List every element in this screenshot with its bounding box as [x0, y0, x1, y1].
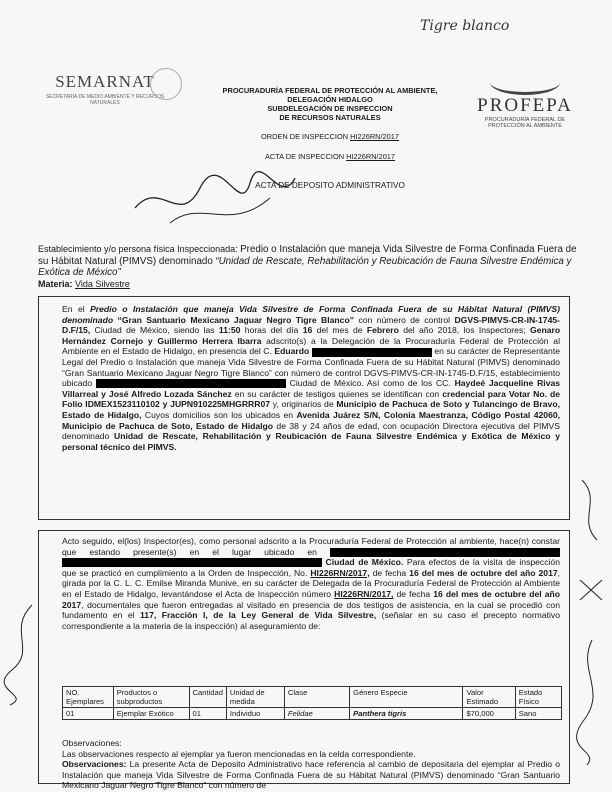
p1-d: con número de control	[358, 314, 451, 325]
redaction-bar	[96, 379, 286, 388]
table-header-cell: Cantidad	[189, 687, 226, 708]
orden-inspeccion	[200, 132, 460, 141]
p1-t: credencial para Votar No. de Folio IDMEX1523110102 y JUPN910225MHGRRR07	[62, 388, 561, 410]
orden-label: ORDEN DE INSPECCION	[260, 132, 349, 141]
semarnat-logo-text: SEMARNAT	[55, 72, 155, 91]
p1-g: 11:50	[218, 325, 241, 336]
p2-h: HI226RN/2017,	[334, 588, 394, 599]
paragraph-1	[62, 304, 560, 452]
p1-o: Eduardo	[274, 346, 310, 357]
p1-x: Avenida Juárez S/N, Colonia Maestranza, Código Postal 42060, Municipio de Pachuca de Soto, Estado de Hidalgo	[62, 409, 561, 431]
paragraph-2	[62, 536, 560, 631]
p1-q: Ciudad de México. Así como de los CC.	[289, 378, 451, 389]
table-cell: Felidae	[284, 708, 349, 720]
observaciones-block	[62, 738, 560, 791]
table-cell: Individuo	[226, 708, 284, 720]
inventory-table	[62, 686, 562, 720]
table-header-row	[63, 687, 562, 708]
p2-e: de fecha	[372, 567, 407, 578]
profepa-sub-2: PROTECCIÓN AL AMBIENTE	[488, 123, 562, 129]
header-line-2: DELEGACIÓN HIDALGO	[287, 95, 373, 104]
p2-b: Ciudad de México.	[325, 557, 404, 568]
p1-v: Municipio de Pachuca de Soto y Tulancingo de Bravo, Estado de Hidalgo,	[62, 399, 560, 420]
observaciones-line-1: Las observaciones respecto al ejemplar ya fueron mencionadas en la celda correspondiente.	[62, 748, 416, 759]
table-cell: 01	[63, 708, 114, 720]
mexico-seal-icon	[150, 68, 182, 100]
observaciones-label-2: Observaciones:	[62, 759, 127, 770]
table-header-cell: NO. Ejemplares	[63, 687, 114, 708]
table-header-cell: Clase	[284, 687, 349, 708]
table-cell: Sano	[515, 708, 561, 720]
p1-n: adscrito(s) a la Delegación de la Procuraduría Federal de Protección al Ambiente en el Estado de Hidalgo, en presencia del C.	[62, 335, 560, 357]
p1-s: en su carácter de testigos quienes se identifican con	[234, 388, 440, 399]
acta-insp-label: ACTA DE INSPECCION	[264, 152, 345, 161]
p1-u: y, originarios de	[272, 399, 334, 410]
materia-value: Vida Silvestre	[75, 278, 130, 289]
materia-label: Materia:	[38, 278, 73, 289]
p2-j: 16 del mes de octubre del año 2017	[62, 588, 561, 610]
table-row	[63, 708, 562, 720]
p1-r: Haydeé Jacqueline Rivas Villarreal y José Alfredo Lozada Sánchez	[62, 378, 561, 399]
p1-c: “Gran Santuario Mexicano Jaguar Negro Tigre Blanco”	[117, 314, 355, 325]
observaciones-label: Observaciones:	[62, 738, 122, 748]
handwritten-note: Tigre blanco	[420, 18, 510, 34]
acta-insp-value: HI226RN/2017	[346, 152, 396, 161]
header-line-1: PROCURADURÍA FEDERAL DE PROTECCIÓN AL AMBIENTE,	[222, 86, 438, 95]
p1-e: DGVS-PIMVS-CR-IN-1745-D.F/15,	[62, 314, 560, 336]
p1-j: del mes de	[316, 325, 363, 336]
table-cell: Panthera tigris	[350, 708, 463, 720]
p1-f: Ciudad de México, siendo las	[94, 325, 215, 336]
p1-p: en su carácter de Representante Legal del Predio o Instalación que maneja Vida Silvestre de Forma Confinada Fuera de su Hábitat Natural (PIMVS) denominado “Gran Santuario Mexicano Jaguar Negro Tigre Blanco” con número de control DGVS-PIMVS-CR-IN-1745-D.F/15, establecimiento ubicado	[62, 346, 560, 389]
header-line-4: DE RECURSOS NATURALES	[279, 113, 381, 122]
document-header	[200, 86, 460, 122]
table-cell: 01	[189, 708, 226, 720]
p1-l: del año 2018, los Inspectores;	[403, 325, 526, 336]
redaction-bar	[330, 548, 560, 557]
margin-signature-left	[2, 600, 42, 710]
p1-z: Unidad de Rescate, Rehabilitación y Reubicación de Fauna Silvestre Endémica y Exótica de México y personal técnico del PIMVS.	[62, 431, 560, 452]
table-cell: Ejemplar Exótico	[113, 708, 189, 720]
establecimiento-label: Establecimiento y/o persona física Inspeccionada:	[38, 244, 238, 254]
establecimiento-block	[38, 244, 578, 290]
p1-k: Febrero	[366, 325, 399, 336]
establecimiento-name: “Unidad de Rescate, Rehabilitación y Reubicación de Fauna Silvestre Endémica y Exótica de México”	[38, 255, 572, 278]
signature-scribble	[130, 168, 300, 238]
acta-inspeccion	[200, 152, 460, 161]
table-header-cell: Productos o subproductos	[113, 687, 189, 708]
table-header-cell: Unidad de medida	[226, 687, 284, 708]
profepa-logo	[460, 70, 590, 129]
redaction-bar	[312, 348, 432, 357]
header-line-3: SUBDELEGACIÓN DE INSPECCION	[267, 104, 393, 113]
p2-a: Acto seguido, el(los) Inspector(es), como personal adscrito a la Procuraduría Federal de Protección al ambiente, hace(n) constar que estando presente(s) en el lugar ubicado en	[62, 536, 560, 557]
table-header-cell: Género Especie	[350, 687, 463, 708]
observaciones-line-2: La presente Acta de Deposito Administrativo hace referencia al cambio de depositaria del ejemplar al Predio o Instalación que maneja Vida Silvestre de Forma Confinada Fuera de su Hábitat Natural (PIMVS) denominado “Gran Santuario Mexicano Jaguar Negro Tigre Blanco” con número de	[62, 759, 560, 791]
p1-i: 16	[302, 325, 313, 336]
orden-value: HI226RN/2017	[350, 132, 400, 141]
table-cell: $70,000	[463, 708, 515, 720]
p1-b: Predio o Instalación que maneja Vida Silvestre de Forma Confinada Fuera de su Hábitat Natural (PIMVS) denominado	[62, 304, 560, 325]
redaction-bar	[62, 558, 322, 567]
p2-m: (señalar en su caso el precepto normativo correspondiente a la materia de la inspección) al aseguramiento de:	[62, 610, 560, 631]
p1-w: Cuyos domicilios son los ubicados en	[144, 409, 294, 420]
p2-c: Para efectos de la visita de inspección que se practicó en cumplimiento a la Orden de Inspección, No.	[62, 557, 560, 578]
p2-l: 117, Fracción I, de la Ley General de Vida Silvestre,	[140, 610, 377, 621]
table-header-cell: Estado Físico	[515, 687, 561, 708]
p2-g: , girada por la C. L. C. Emilse Miranda Munive, en su carácter de Delegada de la Procuraduría Federal de Protección al Ambiente en el Estado de Hidalgo, levantándose el Acta de Inspección número	[62, 567, 561, 599]
p2-k: , documentales que fueron entregadas al visitado en presencia de dos testigos de asistencia, en la cual se procedió con fundamento en el	[62, 599, 560, 621]
p1-m: Genaro Hernández Cornejo y Guillermo Herrera Ibarra	[62, 325, 561, 346]
margin-signature-right	[572, 470, 610, 770]
p1-y: de 38 y 24 años de edad, con ocupación Directora ejecutiva del PIMVS denominado	[62, 420, 560, 442]
profepa-sub-1: PROCURADURÍA FEDERAL DE	[484, 117, 566, 123]
acta-title: ACTA DE DEPOSITO ADMINISTRATIVO	[255, 181, 405, 190]
p2-i: de fecha	[396, 588, 431, 599]
profepa-name: PROFEPA	[477, 95, 573, 116]
establecimiento-text: Predio o Instalación que maneja Vida Silvestre de Forma Confinada Fuera de su Hábitat Natural (PIMVS) denominado	[38, 244, 577, 267]
p2-d: HI226RN/2017,	[310, 567, 370, 578]
eagle-icon	[490, 70, 560, 95]
p1-h: horas del día	[244, 325, 299, 336]
p1-a: En el	[62, 304, 85, 314]
semarnat-subtitle: SECRETARÍA DE MEDIO AMBIENTE Y RECURSOS NATURALES	[45, 94, 165, 106]
p2-f: 16 del mes de octubre del año 2017	[409, 567, 558, 578]
table-header-cell: Valor Estimado	[463, 687, 515, 708]
